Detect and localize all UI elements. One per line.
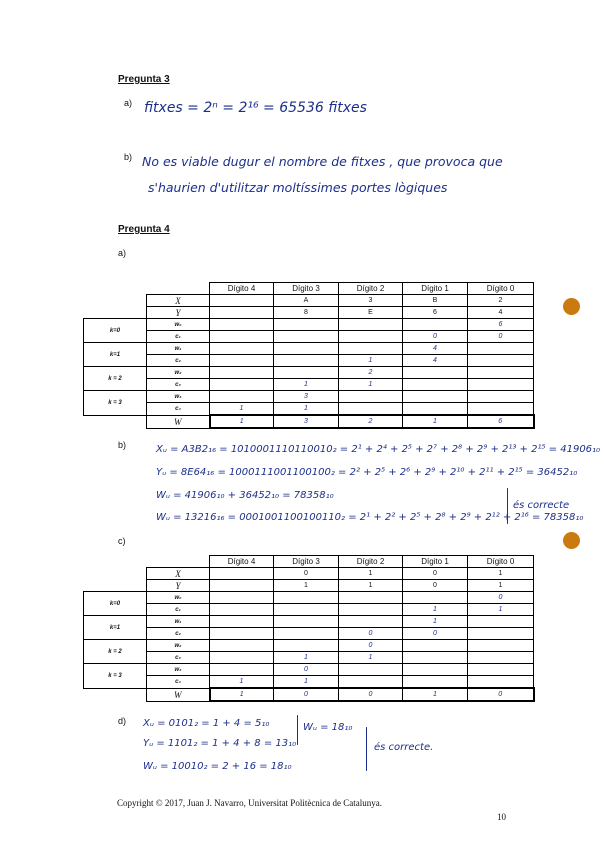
cell	[210, 319, 274, 331]
header-digit-0: Dígito 0	[468, 283, 534, 295]
cell	[274, 343, 339, 355]
x-digit-4	[210, 295, 274, 307]
cell: 1	[274, 379, 339, 391]
calc-w-conv: Wᵤ = 13216₁₆ = 0001001100100110₂ = 2¹ + 2² + 2⁵ + 2⁸ + 2⁹ + 2¹² + 2¹⁶ = 78358₁₀	[156, 512, 584, 523]
cell	[468, 652, 534, 664]
cell	[339, 391, 403, 403]
cell	[468, 379, 534, 391]
header-digit-2: Dígito 2	[339, 556, 403, 568]
cell	[274, 604, 339, 616]
cell: 1	[403, 616, 468, 628]
cell: 0	[274, 664, 339, 676]
cell: 1	[403, 604, 468, 616]
cell	[210, 592, 274, 604]
header-digit-1: Dígito 1	[403, 556, 468, 568]
copyright-footer: Copyright © 2017, Juan J. Navarro, Universitat Politècnica de Catalunya.	[117, 798, 383, 808]
group-k1: k=1	[84, 343, 147, 367]
w-digit-3: 0	[274, 688, 339, 701]
group-k0: k=0	[84, 592, 147, 616]
cell	[403, 652, 468, 664]
calc-y: Yᵤ = 8E64₁₆ = 1000111001100100₂ = 2² + 2⁵ + 2⁶ + 2⁹ + 2¹⁰ + 2¹¹ + 2¹⁵ = 36452₁₀	[156, 467, 578, 478]
cell: 0	[339, 628, 403, 640]
label-4d: d)	[118, 716, 127, 726]
cell	[339, 331, 403, 343]
cell	[339, 676, 403, 689]
cell	[339, 319, 403, 331]
group-k3: k = 3	[84, 664, 147, 689]
cell	[403, 676, 468, 689]
cell: 4	[403, 355, 468, 367]
group-k0: k=0	[84, 319, 147, 343]
cell	[403, 403, 468, 416]
cell	[468, 391, 534, 403]
x-digit-3: 0	[274, 568, 339, 580]
cell: 0	[339, 640, 403, 652]
cell	[339, 616, 403, 628]
carry-table-a	[83, 282, 535, 429]
cell: 1	[210, 676, 274, 689]
cell	[210, 391, 274, 403]
y-digit-3: 1	[274, 580, 339, 592]
group-k2: k = 2	[84, 367, 147, 391]
subrow-c2: c₂	[147, 355, 210, 367]
cell: 3	[274, 391, 339, 403]
group-k2: k = 2	[84, 640, 147, 664]
x-digit-3: A	[274, 295, 339, 307]
subrow-c1: c₁	[147, 331, 210, 343]
cell	[468, 343, 534, 355]
label-3a: a)	[124, 98, 133, 108]
calc-d-w: Wᵤ = 10010₂ = 2 + 16 = 18₁₀	[143, 761, 292, 772]
cell: 1	[210, 403, 274, 416]
cell	[274, 592, 339, 604]
cell: 1	[274, 403, 339, 416]
w-digit-3: 3	[274, 415, 339, 428]
cell	[468, 676, 534, 689]
w-digit-0: 6	[468, 415, 534, 428]
cell: 2	[339, 367, 403, 379]
bracket-mark	[297, 715, 298, 745]
subrow-w2: w₂	[147, 640, 210, 652]
cell	[210, 355, 274, 367]
x-digit-0: 1	[468, 568, 534, 580]
cell: 1	[274, 676, 339, 689]
row-label-y: Y	[147, 307, 210, 319]
cell	[468, 616, 534, 628]
cell	[468, 640, 534, 652]
cell	[339, 604, 403, 616]
cell	[210, 628, 274, 640]
cell	[468, 664, 534, 676]
x-digit-2: 3	[339, 295, 403, 307]
x-digit-1: 0	[403, 568, 468, 580]
cell	[210, 331, 274, 343]
row-label-y: Y	[147, 580, 210, 592]
cell	[210, 343, 274, 355]
y-digit-3: 8	[274, 307, 339, 319]
w-digit-0: 0	[468, 688, 534, 701]
w-digit-4: 1	[210, 688, 274, 701]
cell	[339, 403, 403, 416]
cell: 1	[339, 652, 403, 664]
answer-3b-line1: No es viable dugur el nombre de fitxes , que provoca que	[142, 154, 503, 169]
orange-marker-dot	[563, 532, 580, 549]
cell: 4	[403, 343, 468, 355]
note-correct-d: és correcte.	[374, 742, 434, 753]
cell	[403, 319, 468, 331]
header-digit-1: Dígito 1	[403, 283, 468, 295]
cell	[210, 379, 274, 391]
orange-marker-dot	[563, 298, 580, 315]
label-4a: a)	[118, 248, 127, 258]
cell: 1	[339, 355, 403, 367]
x-digit-1: B	[403, 295, 468, 307]
x-digit-2: 1	[339, 568, 403, 580]
cell	[403, 640, 468, 652]
calc-d-y: Yᵤ = 1101₂ = 1 + 4 + 8 = 13₁₀	[143, 738, 297, 749]
heading-pregunta-3: Pregunta 3	[118, 74, 170, 85]
calc-w-sum: Wᵤ = 41906₁₀ + 36452₁₀ = 78358₁₀	[156, 490, 334, 501]
cell	[274, 367, 339, 379]
cell: 0	[468, 331, 534, 343]
header-digit-3: Dígito 3	[274, 283, 339, 295]
w-digit-1: 1	[403, 415, 468, 428]
header-digit-2: Dígito 2	[339, 283, 403, 295]
calc-d-sum: Wᵤ = 18₁₀	[303, 722, 353, 733]
w-digit-2: 2	[339, 415, 403, 428]
y-digit-4	[210, 580, 274, 592]
cell	[274, 628, 339, 640]
answer-3b-line2: s'haurien d'utilitzar moltíssimes portes lògiques	[148, 180, 448, 195]
cell: 0	[403, 628, 468, 640]
subrow-w3: w₃	[147, 664, 210, 676]
subrow-w3: w₃	[147, 391, 210, 403]
calc-x: Xᵤ = A3B2₁₆ = 1010001110110010₂ = 2¹ + 2⁴ + 2⁵ + 2⁷ + 2⁸ + 2⁹ + 2¹³ + 2¹⁵ = 41906₁₀	[156, 444, 601, 455]
subrow-c1: c₁	[147, 604, 210, 616]
cell	[468, 355, 534, 367]
answer-3a: fitxes = 2ⁿ = 2¹⁶ = 65536 fitxes	[144, 100, 367, 116]
subrow-c4: c₄	[147, 403, 210, 416]
cell	[403, 592, 468, 604]
subrow-w0: w₀	[147, 319, 210, 331]
cell	[339, 664, 403, 676]
header-digit-4: Dígito 4	[210, 283, 274, 295]
cell	[339, 592, 403, 604]
cell	[274, 331, 339, 343]
x-digit-0: 2	[468, 295, 534, 307]
subrow-c3: c₃	[147, 379, 210, 391]
cell	[403, 391, 468, 403]
cell: 0	[468, 592, 534, 604]
y-digit-1: 0	[403, 580, 468, 592]
cell	[210, 652, 274, 664]
subrow-c3: c₃	[147, 652, 210, 664]
header-digit-0: Dígito 0	[468, 556, 534, 568]
y-digit-1: 6	[403, 307, 468, 319]
w-digit-1: 1	[403, 688, 468, 701]
cell	[210, 640, 274, 652]
group-k1: k=1	[84, 616, 147, 640]
y-digit-4	[210, 307, 274, 319]
cell	[468, 628, 534, 640]
cell: 1	[274, 652, 339, 664]
cell: 0	[403, 331, 468, 343]
y-digit-0: 1	[468, 580, 534, 592]
subrow-w1: w₁	[147, 343, 210, 355]
subrow-w0: w₀	[147, 592, 210, 604]
row-label-w: W	[147, 688, 210, 701]
cell	[468, 403, 534, 416]
bracket-mark	[366, 727, 367, 771]
cell	[210, 616, 274, 628]
label-4b: b)	[118, 440, 127, 450]
y-digit-2: 1	[339, 580, 403, 592]
cell	[339, 343, 403, 355]
calc-d-x: Xᵤ = 0101₂ = 1 + 4 = 5₁₀	[143, 718, 270, 729]
x-digit-4	[210, 568, 274, 580]
subrow-w2: w₂	[147, 367, 210, 379]
row-label-x: X	[147, 568, 210, 580]
w-digit-2: 0	[339, 688, 403, 701]
cell	[403, 664, 468, 676]
w-digit-4: 1	[210, 415, 274, 428]
cell	[274, 640, 339, 652]
row-label-x: X	[147, 295, 210, 307]
row-label-w: W	[147, 415, 210, 428]
label-3b: b)	[124, 152, 133, 162]
subrow-c4: c₄	[147, 676, 210, 689]
subrow-w1: w₁	[147, 616, 210, 628]
note-correct-b: és correcte	[513, 500, 570, 511]
subrow-c2: c₂	[147, 628, 210, 640]
page-number: 10	[497, 812, 506, 822]
group-k3: k = 3	[84, 391, 147, 416]
cell	[210, 604, 274, 616]
cell: 6	[468, 319, 534, 331]
carry-table-c	[83, 555, 535, 702]
header-digit-4: Dígito 4	[210, 556, 274, 568]
y-digit-0: 4	[468, 307, 534, 319]
cell	[468, 367, 534, 379]
cell	[274, 616, 339, 628]
cell	[403, 367, 468, 379]
cell: 1	[468, 604, 534, 616]
cell	[210, 367, 274, 379]
y-digit-2: E	[339, 307, 403, 319]
cell: 1	[339, 379, 403, 391]
heading-pregunta-4: Pregunta 4	[118, 224, 170, 235]
label-4c: c)	[118, 536, 126, 546]
cell	[210, 664, 274, 676]
cell	[274, 355, 339, 367]
cell	[403, 379, 468, 391]
header-digit-3: Dígito 3	[274, 556, 339, 568]
bracket-mark	[507, 488, 508, 524]
cell	[274, 319, 339, 331]
